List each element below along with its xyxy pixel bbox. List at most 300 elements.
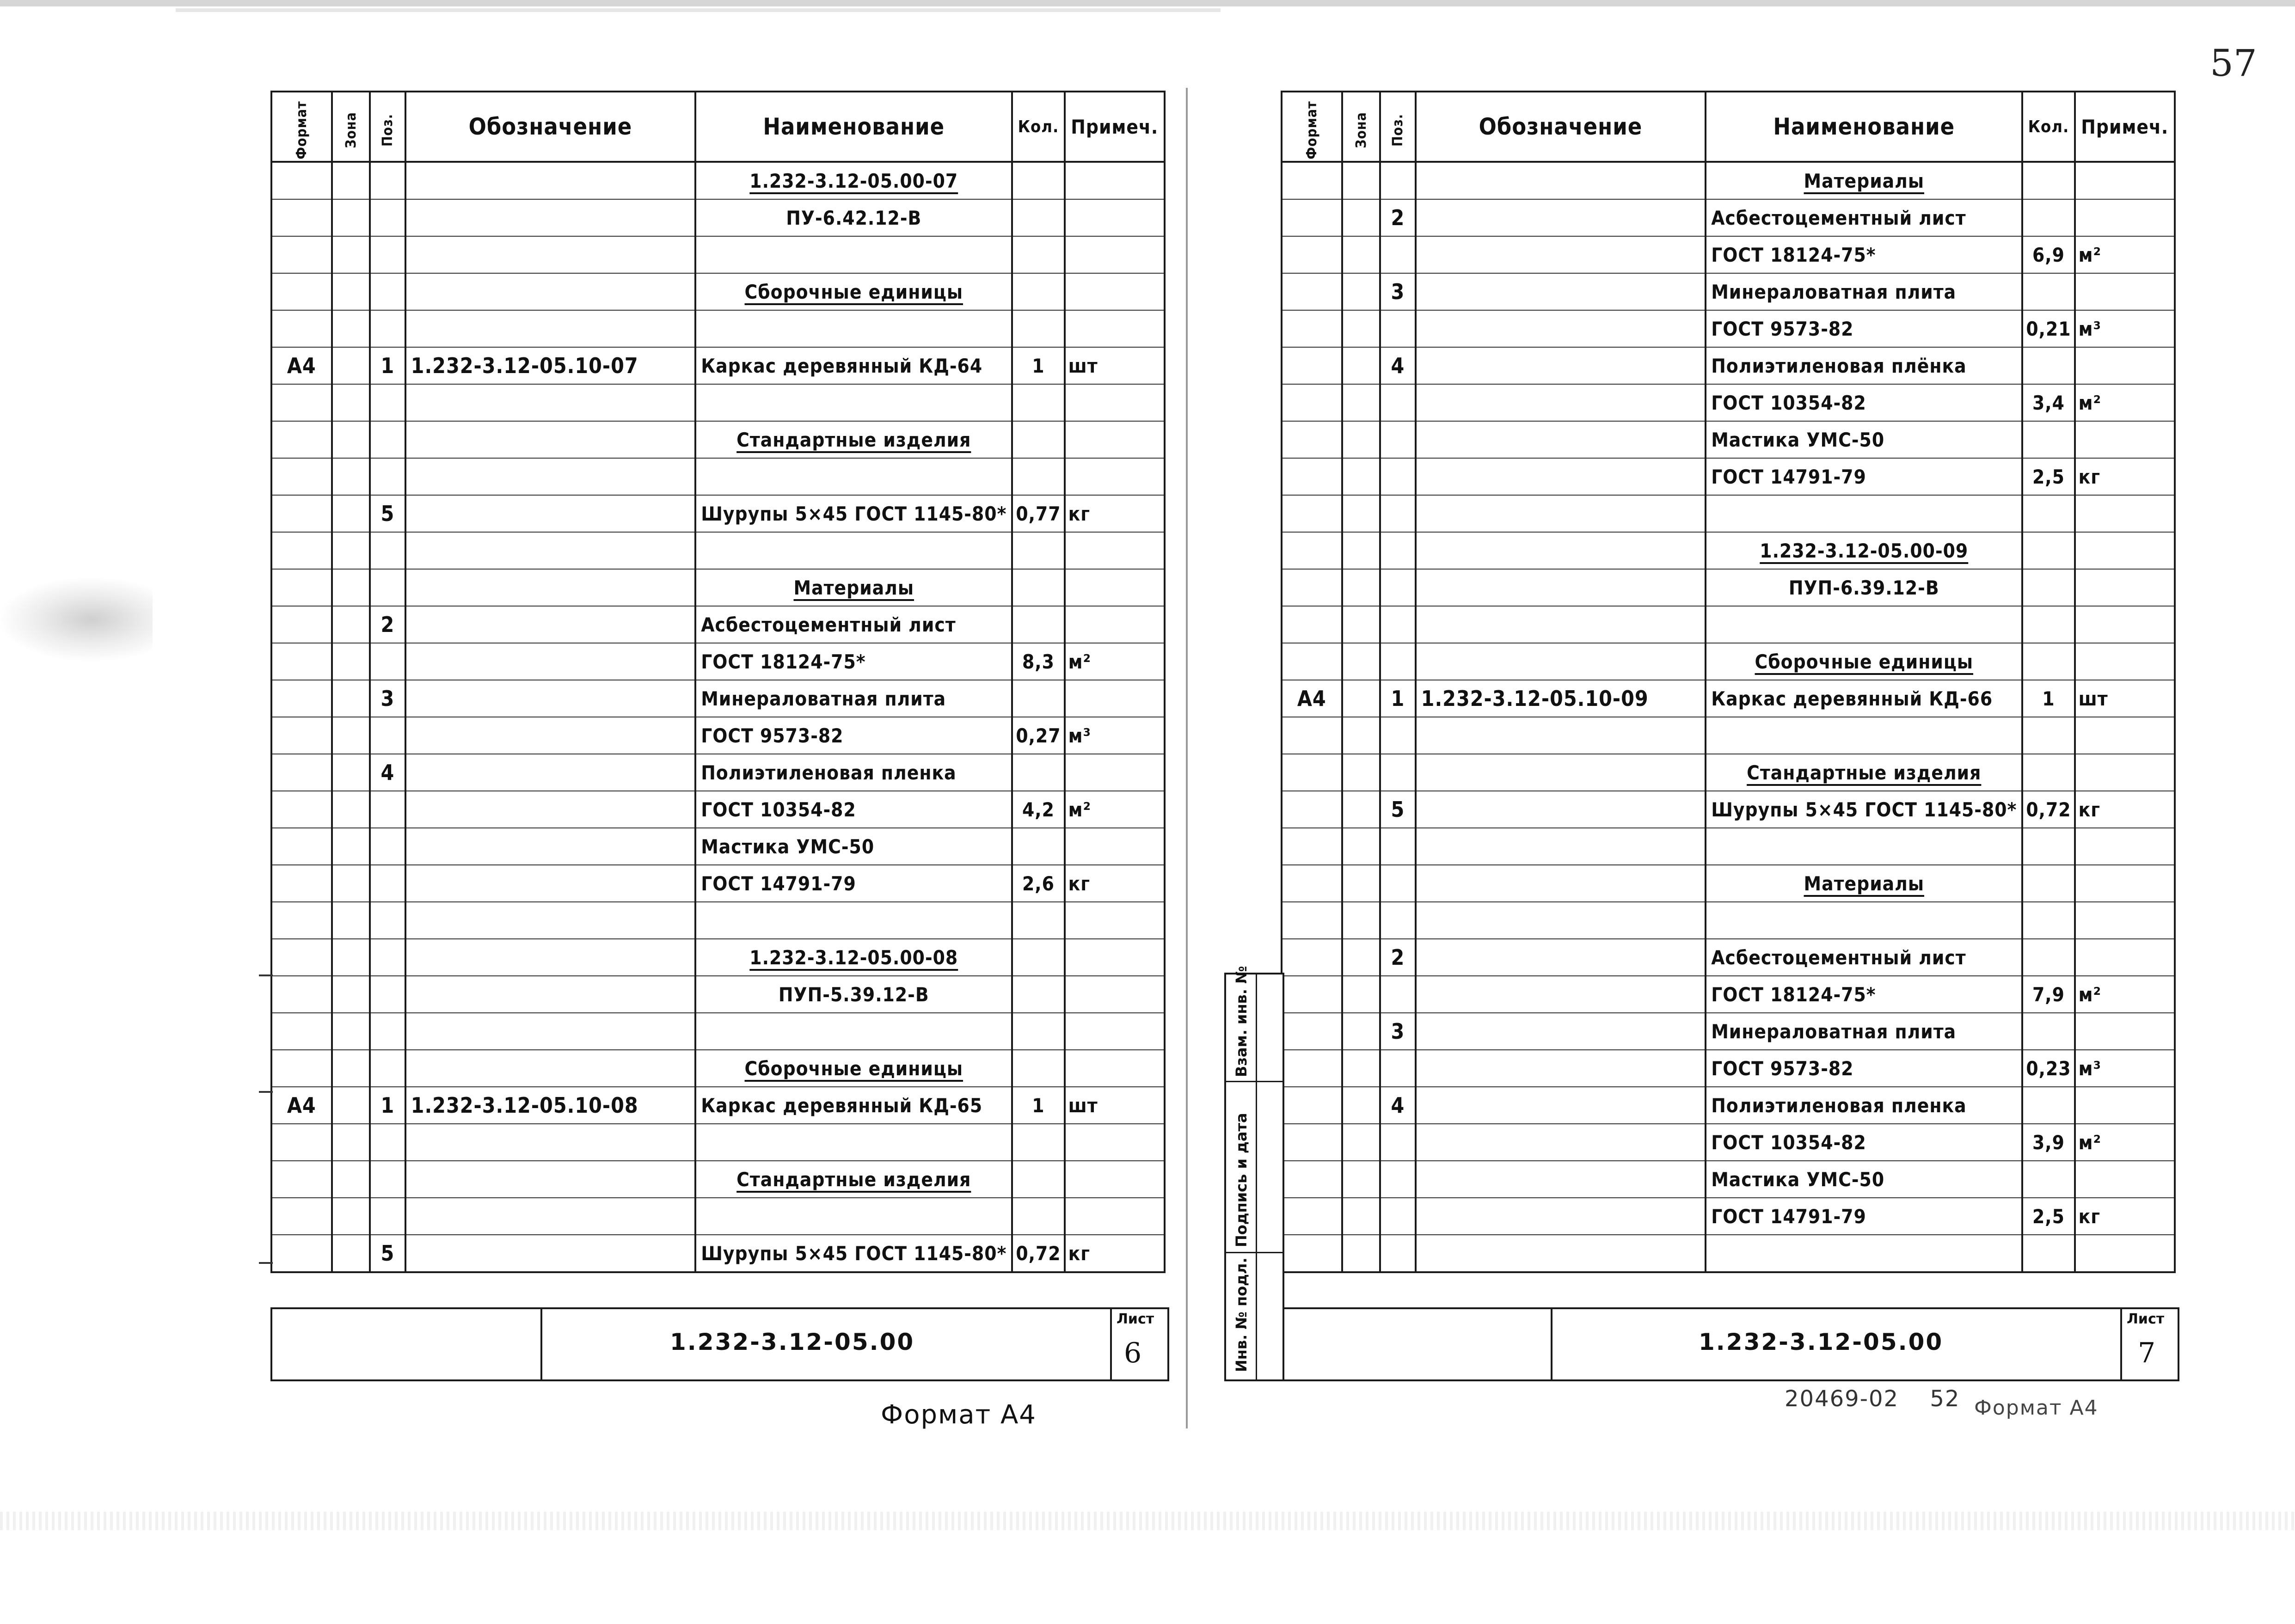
cell-note (1065, 569, 1165, 606)
cell-format (271, 717, 332, 754)
cell-designation (405, 902, 696, 939)
table-row (1282, 421, 2175, 458)
table-row (1282, 606, 2175, 643)
cell-zone (332, 680, 370, 717)
cell-zone (1342, 569, 1381, 606)
header-quantity: Кол. (1012, 92, 1064, 162)
cell-designation (405, 1124, 696, 1161)
cell-note (1065, 273, 1165, 310)
cell-note: кг (1065, 865, 1165, 902)
cell-note: м³ (1065, 717, 1165, 754)
cell-quantity (1012, 1198, 1064, 1235)
cell-position (1380, 754, 1416, 791)
cell-position: 5 (370, 1235, 405, 1272)
cell-designation (405, 384, 696, 421)
cell-note: м² (1065, 791, 1165, 828)
cell-zone (1342, 347, 1381, 384)
header-note: Примеч. (2075, 92, 2175, 162)
scan-edge-top-inner (176, 8, 1221, 12)
header-quantity: Кол. (2022, 92, 2074, 162)
scan-edge-top (0, 0, 2295, 6)
cell-name (1706, 1235, 2022, 1272)
cell-zone (1342, 902, 1381, 939)
header-position: Поз. (1380, 92, 1416, 162)
cell-zone (1342, 236, 1381, 273)
cell-designation (405, 1235, 696, 1272)
cell-format (1282, 1087, 1342, 1124)
cell-note (1065, 532, 1165, 569)
cell-quantity: 0,72 (2022, 791, 2074, 828)
cell-note (1065, 606, 1165, 643)
cell-position: 3 (1380, 273, 1416, 310)
cell-zone (332, 236, 370, 273)
header-position: Поз. (370, 92, 405, 162)
table-row (1282, 458, 2175, 495)
cell-name: ГОСТ 14791-79 (1706, 1198, 2022, 1235)
sheet-divider (1186, 88, 1188, 1428)
cell-name (695, 236, 1012, 273)
cell-note (1065, 199, 1165, 236)
section-heading: Сборочные единицы (1755, 650, 1973, 673)
cell-name: Каркас деревянный КД-65 (695, 1087, 1012, 1124)
cell-format (271, 421, 332, 458)
cell-name: ПУП-6.39.12-В (1706, 569, 2022, 606)
cell-name (695, 569, 1012, 606)
cell-quantity (2022, 1013, 2074, 1050)
cell-zone (1342, 1235, 1381, 1272)
cell-note (1065, 902, 1165, 939)
cell-format (271, 1198, 332, 1235)
cell-quantity (1012, 532, 1064, 569)
cell-note (1065, 1161, 1165, 1198)
cell-quantity: 0,23 (2022, 1050, 2074, 1087)
table-row (271, 569, 1165, 606)
cell-designation (1416, 273, 1706, 310)
margin-tick (259, 1262, 273, 1264)
cell-quantity (1012, 273, 1064, 310)
cell-note: шт (2075, 680, 2175, 717)
cell-note (2075, 865, 2175, 902)
cell-format (271, 199, 332, 236)
cell-format (1282, 199, 1342, 236)
cell-name (1706, 828, 2022, 865)
table-row (271, 310, 1165, 347)
cell-quantity (2022, 273, 2074, 310)
cell-designation (405, 939, 696, 976)
cell-position: 4 (1380, 347, 1416, 384)
cell-note (2075, 347, 2175, 384)
cell-note (2075, 939, 2175, 976)
cell-format (1282, 495, 1342, 532)
table-row (1282, 1161, 2175, 1198)
cell-note: шт (1065, 347, 1165, 384)
cell-note: м³ (2075, 1050, 2175, 1087)
cell-format (1282, 976, 1342, 1013)
cell-designation (1416, 1087, 1706, 1124)
cell-position (370, 1198, 405, 1235)
header-designation: Обозначение (1416, 92, 1706, 162)
cell-position (370, 939, 405, 976)
cell-note (1065, 236, 1165, 273)
cell-name (695, 1198, 1012, 1235)
format-label: Формат А4 (1974, 1396, 2099, 1420)
cell-note: кг (2075, 791, 2175, 828)
cell-zone (332, 902, 370, 939)
cell-name: Каркас деревянный КД-66 (1706, 680, 2022, 717)
cell-designation (405, 643, 696, 680)
cell-zone (1342, 1087, 1381, 1124)
cell-zone (1342, 273, 1381, 310)
title-block-divider (540, 1309, 542, 1379)
cell-designation (405, 1198, 696, 1235)
cell-zone (1342, 939, 1381, 976)
cell-format (1282, 236, 1342, 273)
margin-tick (259, 1091, 273, 1093)
table-row (1282, 865, 2175, 902)
cell-designation (1416, 1235, 1706, 1272)
cell-format (271, 680, 332, 717)
cell-zone (1342, 791, 1381, 828)
document-code: 1.232-3.12-05.00 (670, 1329, 915, 1355)
table-row (271, 680, 1165, 717)
cell-name (1706, 495, 2022, 532)
cell-format (1282, 865, 1342, 902)
cell-designation (1416, 939, 1706, 976)
table-row (271, 236, 1165, 273)
cell-name (695, 1050, 1012, 1087)
cell-position (1380, 902, 1416, 939)
cell-zone (332, 458, 370, 495)
cell-quantity: 6,9 (2022, 236, 2074, 273)
table-row (271, 199, 1165, 236)
cell-format (1282, 754, 1342, 791)
cell-zone (332, 865, 370, 902)
cell-format (1282, 791, 1342, 828)
cell-quantity (1012, 199, 1064, 236)
cell-quantity (1012, 606, 1064, 643)
cell-name (695, 532, 1012, 569)
cell-quantity (2022, 569, 2074, 606)
cell-quantity (1012, 902, 1064, 939)
cell-note (2075, 828, 2175, 865)
cell-position (1380, 384, 1416, 421)
cell-position (370, 236, 405, 273)
cell-zone (332, 828, 370, 865)
cell-zone (1342, 717, 1381, 754)
cell-designation (1416, 606, 1706, 643)
cell-name: Мастика УМС-50 (1706, 421, 2022, 458)
header-zone: Зона (1342, 92, 1381, 162)
cell-name (1706, 754, 2022, 791)
cell-format (1282, 384, 1342, 421)
cell-name: ПУП-5.39.12-В (695, 976, 1012, 1013)
cell-format (271, 828, 332, 865)
cell-format (271, 606, 332, 643)
cell-designation (405, 717, 696, 754)
cell-name: Минераловатная плита (695, 680, 1012, 717)
cell-name (1706, 717, 2022, 754)
table-row (271, 1124, 1165, 1161)
cell-zone (1342, 532, 1381, 569)
section-heading: Стандартные изделия (736, 1168, 971, 1191)
cell-note (2075, 273, 2175, 310)
cell-format (271, 1235, 332, 1272)
cell-zone (332, 791, 370, 828)
cell-note (1065, 1198, 1165, 1235)
sheet-number: 6 (1124, 1337, 1142, 1369)
cell-position (1380, 1124, 1416, 1161)
cell-name (695, 162, 1012, 199)
cell-designation (1416, 347, 1706, 384)
cell-zone (1342, 1124, 1381, 1161)
cell-designation (1416, 865, 1706, 902)
table-row (1282, 199, 2175, 236)
cell-format (1282, 458, 1342, 495)
table-row (271, 458, 1165, 495)
cell-format (271, 1124, 332, 1161)
cell-format (1282, 273, 1342, 310)
cell-designation (405, 791, 696, 828)
cell-format (271, 865, 332, 902)
cell-name (695, 1124, 1012, 1161)
cell-zone (332, 569, 370, 606)
cell-note (1065, 1050, 1165, 1087)
cell-format (1282, 347, 1342, 384)
cell-designation (1416, 421, 1706, 458)
cell-format (271, 791, 332, 828)
table-row (271, 162, 1165, 199)
cell-name: ГОСТ 18124-75* (1706, 236, 2022, 273)
table-row (271, 643, 1165, 680)
cell-zone (332, 1050, 370, 1087)
cell-name (695, 310, 1012, 347)
cell-designation: 1.232-3.12-05.10-07 (405, 347, 696, 384)
cell-position: 2 (1380, 199, 1416, 236)
table-row (1282, 310, 2175, 347)
cell-note (1065, 421, 1165, 458)
cell-quantity (1012, 976, 1064, 1013)
cell-name: ГОСТ 9573-82 (695, 717, 1012, 754)
table-row (1282, 754, 2175, 791)
cell-position (370, 643, 405, 680)
cell-note (2075, 902, 2175, 939)
cell-note (2075, 606, 2175, 643)
cell-designation (1416, 717, 1706, 754)
table-row (1282, 1013, 2175, 1050)
cell-position: 2 (1380, 939, 1416, 976)
table-row (271, 865, 1165, 902)
table-row (271, 1087, 1165, 1124)
cell-position (370, 828, 405, 865)
cell-position (370, 162, 405, 199)
cell-position (370, 1124, 405, 1161)
cell-name: Минераловатная плита (1706, 273, 2022, 310)
cell-zone (1342, 865, 1381, 902)
cell-quantity: 2,6 (1012, 865, 1064, 902)
cell-name: Полиэтиленовая плёнка (1706, 347, 2022, 384)
cell-zone (1342, 310, 1381, 347)
cell-zone (332, 606, 370, 643)
cell-position (1380, 532, 1416, 569)
cell-position (1380, 1161, 1416, 1198)
cell-zone (1342, 606, 1381, 643)
table-row (1282, 569, 2175, 606)
table-row (1282, 643, 2175, 680)
cell-quantity (2022, 162, 2074, 199)
cell-name: ГОСТ 9573-82 (1706, 1050, 2022, 1087)
table-row (271, 1235, 1165, 1272)
archive-number (1785, 1386, 1960, 1412)
table-row (271, 1161, 1165, 1198)
cell-quantity (1012, 162, 1064, 199)
table-row (1282, 791, 2175, 828)
tab-divider (1226, 1081, 1282, 1082)
cell-note: м³ (2075, 310, 2175, 347)
cell-position: 1 (370, 1087, 405, 1124)
cell-position (1380, 569, 1416, 606)
section-heading: Стандартные изделия (736, 428, 971, 451)
cell-designation (405, 754, 696, 791)
table-row (1282, 828, 2175, 865)
cell-format (271, 902, 332, 939)
cell-designation (1416, 828, 1706, 865)
cell-quantity (2022, 421, 2074, 458)
cell-position: 2 (370, 606, 405, 643)
table-row (1282, 902, 2175, 939)
table-row (271, 347, 1165, 384)
cell-name: Каркас деревянный КД-64 (695, 347, 1012, 384)
cell-zone (332, 199, 370, 236)
sheet-number-box (1110, 1309, 1169, 1379)
cell-note (2075, 1087, 2175, 1124)
table-row (1282, 532, 2175, 569)
header-name: Наименование (1706, 92, 2022, 162)
cell-designation (1416, 643, 1706, 680)
cell-note (2075, 162, 2175, 199)
cell-position: 1 (1380, 680, 1416, 717)
cell-note: шт (1065, 1087, 1165, 1124)
cell-position (1380, 606, 1416, 643)
cell-designation (405, 1013, 696, 1050)
table-row (1282, 236, 2175, 273)
cell-zone (1342, 1013, 1381, 1050)
spec-table (270, 91, 1166, 1273)
cell-quantity (1012, 569, 1064, 606)
cell-designation (405, 236, 696, 273)
cell-quantity: 7,9 (2022, 976, 2074, 1013)
archive-suffix: 52 (1930, 1386, 1960, 1412)
cell-note: м² (2075, 384, 2175, 421)
cell-position: 1 (370, 347, 405, 384)
cell-note: м² (2075, 236, 2175, 273)
table-row (1282, 1050, 2175, 1087)
cell-quantity (1012, 1050, 1064, 1087)
cell-quantity (2022, 717, 2074, 754)
header-format: Формат (271, 92, 332, 162)
cell-note (2075, 643, 2175, 680)
section-heading: Материалы (1804, 169, 1925, 192)
cell-name (1706, 902, 2022, 939)
cell-format (271, 939, 332, 976)
cell-note (2075, 1235, 2175, 1272)
cell-format (271, 273, 332, 310)
cell-zone (1342, 421, 1381, 458)
cell-quantity (1012, 828, 1064, 865)
cell-name (1706, 162, 2022, 199)
cell-designation (405, 199, 696, 236)
label-replacement-inv: Взам. инв. № (1233, 966, 1250, 1077)
cell-note (2075, 532, 2175, 569)
title-block-left (270, 1307, 1169, 1381)
cell-name (1706, 532, 2022, 569)
approval-side-tab (1224, 966, 1284, 1381)
table-row (1282, 1124, 2175, 1161)
cell-position (1380, 236, 1416, 273)
cell-note: кг (2075, 1198, 2175, 1235)
cell-position (370, 717, 405, 754)
cell-quantity: 3,4 (2022, 384, 2074, 421)
cell-position (1380, 865, 1416, 902)
margin-tick (259, 974, 273, 976)
cell-note (2075, 1013, 2175, 1050)
cell-designation (405, 495, 696, 532)
cell-note (1065, 976, 1165, 1013)
cell-zone (332, 384, 370, 421)
cell-name: ГОСТ 18124-75* (1706, 976, 2022, 1013)
cell-position (370, 1013, 405, 1050)
cell-format (271, 754, 332, 791)
cell-position: 3 (1380, 1013, 1416, 1050)
cell-zone (1342, 458, 1381, 495)
cell-quantity: 0,21 (2022, 310, 2074, 347)
cell-quantity (2022, 754, 2074, 791)
cell-zone (1342, 643, 1381, 680)
cell-position (370, 902, 405, 939)
cell-position (1380, 1198, 1416, 1235)
cell-zone (332, 310, 370, 347)
sheet-label: Лист (2127, 1311, 2165, 1327)
cell-note (1065, 1124, 1165, 1161)
tab-column-line (1256, 974, 1257, 1379)
cell-zone (332, 495, 370, 532)
cell-format (271, 1050, 332, 1087)
cell-quantity (1012, 458, 1064, 495)
cell-note (1065, 384, 1165, 421)
cell-position: 5 (370, 495, 405, 532)
cell-note (1065, 680, 1165, 717)
cell-quantity (2022, 828, 2074, 865)
cell-quantity: 2,5 (2022, 458, 2074, 495)
cell-quantity (2022, 939, 2074, 976)
cell-note (1065, 162, 1165, 199)
table-row (271, 939, 1165, 976)
scan-smudge (0, 578, 153, 661)
cell-name (1706, 606, 2022, 643)
cell-designation (1416, 495, 1706, 532)
cell-note (1065, 1013, 1165, 1050)
table-row (1282, 162, 2175, 199)
cell-note (1065, 828, 1165, 865)
table-row (1282, 680, 2175, 717)
cell-quantity (1012, 1124, 1064, 1161)
cell-position (1380, 310, 1416, 347)
cell-format (271, 384, 332, 421)
cell-zone (1342, 828, 1381, 865)
cell-quantity (1012, 384, 1064, 421)
cell-quantity: 1 (1012, 347, 1064, 384)
cell-position (370, 1161, 405, 1198)
cell-format (1282, 1161, 1342, 1198)
